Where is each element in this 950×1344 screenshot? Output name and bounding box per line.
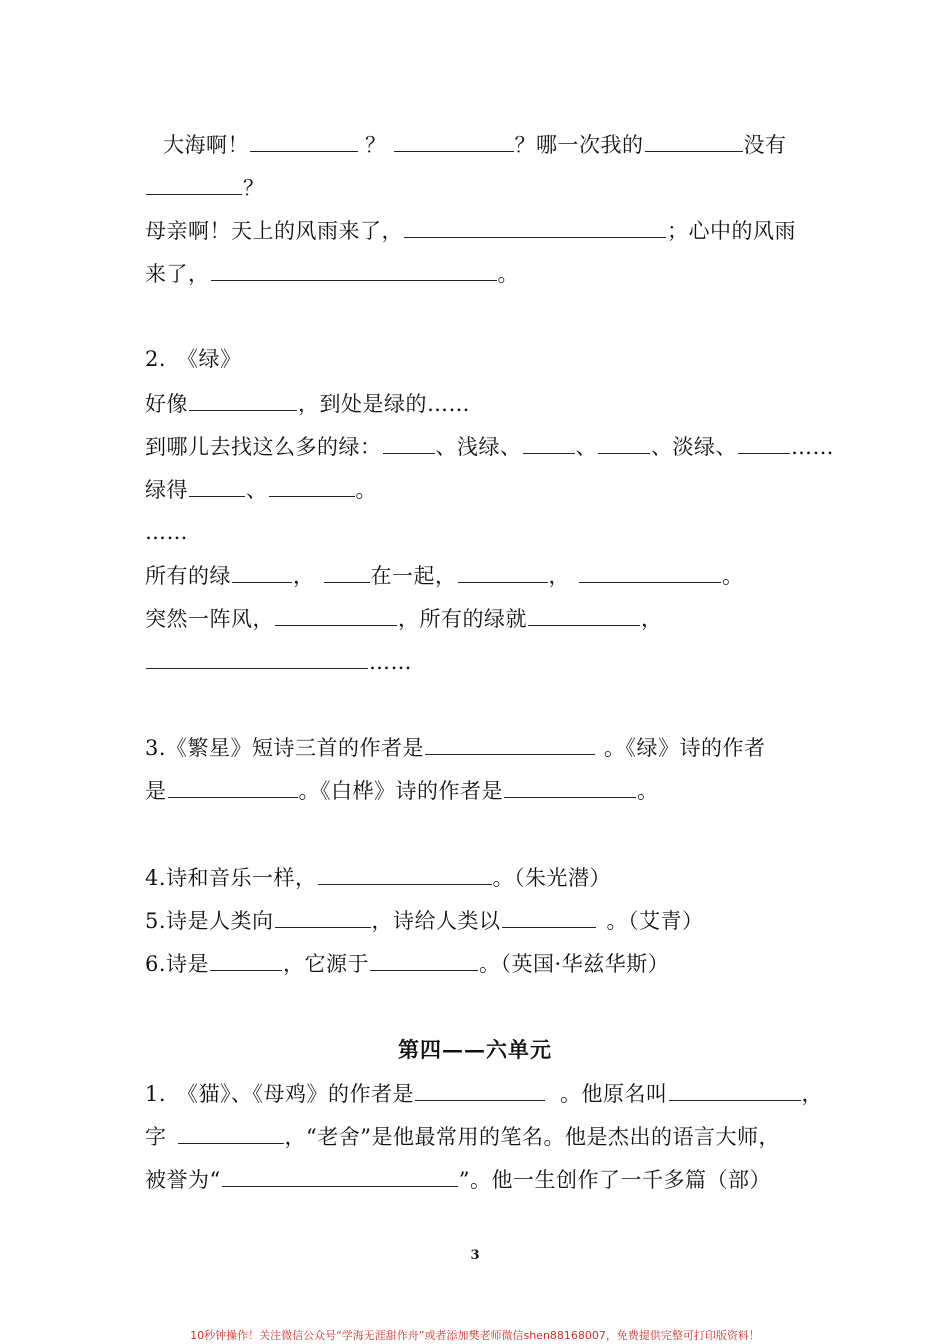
answer-blank[interactable] — [210, 946, 282, 971]
answer-blank[interactable] — [370, 946, 478, 971]
answer-blank[interactable] — [211, 256, 497, 281]
answer-blank[interactable] — [318, 860, 492, 885]
answer-blank[interactable] — [146, 644, 368, 669]
answer-blank[interactable] — [250, 127, 358, 152]
poem2-line-4: …… — [145, 520, 188, 544]
poem1-line-2: ？ — [145, 170, 265, 204]
poem1-line-4: 来了， 。 — [145, 256, 519, 290]
answer-blank[interactable] — [415, 1076, 545, 1101]
poem1-line-1: 大海啊！ ？ ？哪一次我的 没有 — [163, 127, 787, 161]
question-4: 4.诗和音乐一样， 。（朱光潜） — [145, 860, 611, 894]
answer-blank[interactable] — [645, 127, 743, 152]
answer-blank[interactable] — [275, 903, 371, 928]
answer-blank[interactable] — [502, 903, 596, 928]
poem2-line-3: 绿得 、 。 — [145, 472, 377, 506]
answer-blank[interactable] — [383, 429, 435, 454]
answer-blank[interactable] — [523, 429, 575, 454]
answer-blank[interactable] — [189, 386, 297, 411]
poem2-line-7: …… — [145, 644, 412, 678]
question-6: 6.诗是 ，它源于 。（英国·华兹华斯） — [145, 946, 669, 980]
question-3-line-2: 是 。《白桦》诗的作者是 。 — [145, 773, 659, 807]
footer-note: 10秒钟操作！关注微信公众号“学海无涯甜作舟”或者添加樊老师微信shen88168007，免费提供完整可打印版资料！ — [190, 1329, 760, 1342]
answer-blank[interactable] — [275, 601, 397, 626]
answer-blank[interactable] — [324, 558, 370, 583]
poem1-line-3: 母亲啊！天上的风雨来了， ；心中的风雨 — [145, 213, 796, 247]
poem2-line-5: 所有的绿 ， 在一起， ， 。 — [145, 558, 744, 592]
answer-blank[interactable] — [738, 429, 790, 454]
answer-blank[interactable] — [504, 773, 636, 798]
answer-blank[interactable] — [168, 773, 298, 798]
poem2-line-6: 突然一阵风， ，所有的绿就 ， — [145, 601, 663, 635]
answer-blank[interactable] — [178, 1119, 284, 1144]
answer-blank[interactable] — [579, 558, 721, 583]
section-heading: 第四——六单元 — [398, 1037, 552, 1062]
unit4-question-1-line-3: 被誉为“ ”。他一生创作了一千多篇（部） — [145, 1162, 771, 1196]
answer-blank[interactable] — [222, 1162, 458, 1187]
question-5: 5.诗是人类向 ，诗给人类以 。（艾青） — [145, 903, 704, 937]
answer-blank[interactable] — [404, 213, 666, 238]
answer-blank[interactable] — [425, 730, 595, 755]
unit4-question-1-line-2: 字 ，“老舍”是他最常用的笔名。他是杰出的语言大师， — [145, 1119, 780, 1153]
page-number: 3 — [470, 1248, 480, 1263]
poem2-line-1: 好像 ，到处是绿的…… — [145, 386, 470, 420]
answer-blank[interactable] — [458, 558, 548, 583]
answer-blank[interactable] — [146, 170, 242, 195]
answer-blank[interactable] — [189, 472, 245, 497]
poem2-title: 2. 《绿》 — [145, 347, 242, 371]
question-3-line-1: 3.《繁星》短诗三首的作者是 。《绿》诗的作者 — [145, 730, 766, 764]
answer-blank[interactable] — [598, 429, 650, 454]
answer-blank[interactable] — [269, 472, 355, 497]
unit4-question-1-line-1: 1. 《猫》、《母鸡》的作者是 。他原名叫 ， — [145, 1076, 823, 1110]
answer-blank[interactable] — [232, 558, 292, 583]
answer-blank[interactable] — [394, 127, 514, 152]
answer-blank[interactable] — [528, 601, 640, 626]
answer-blank[interactable] — [669, 1076, 801, 1101]
poem2-line-2: 到哪儿去找这么多的绿： 、浅绿、 、 、淡绿、 …… — [145, 429, 834, 463]
